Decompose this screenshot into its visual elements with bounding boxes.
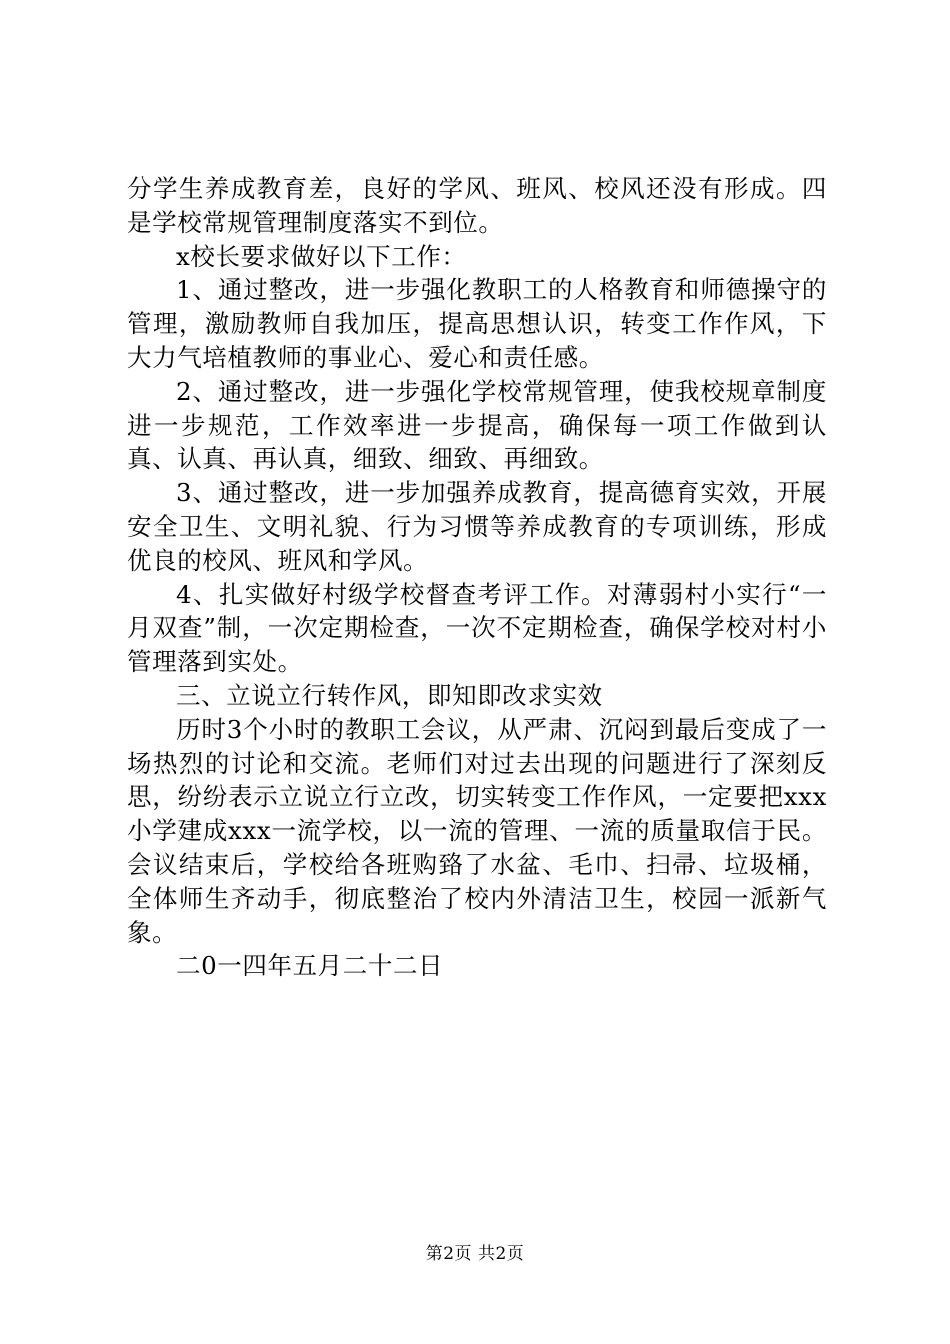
section-heading: 三、立说立行转作风，即知即改求实效: [176, 680, 603, 710]
paragraph: x校长要求做好以下工作：: [176, 241, 467, 271]
page-number: 第2页 共2页: [425, 1244, 525, 1264]
paragraph: 分学生养成教育差，良好的学风、班风、校风还没有形成。四是学校常规管理制度落实不到位。: [127, 174, 827, 237]
paragraph: 历时3个小时的教职工会议，从严肃、沉闷到最后变成了一场热烈的讨论和交流。老师们对过去出现的问题进行了深刻反思，纷纷表示立说立行立改，切实转变工作作风，一定要把xxx小学建成xxx一流学校，以一流的管理、一流的质量取信于民。会议结束后，学校给各班购臵了水盆、毛巾、扫帚、垃圾桶，全体师生齐动手，彻底整治了校内外清洁卫生，校园一派新气象。: [127, 714, 827, 947]
paragraph: 3、通过整改，进一步加强养成教育，提高德育实效，开展安全卫生、文明礼貌、行为习惯等养成教育的专项训练，形成优良的校风、班风和学风。: [127, 478, 827, 575]
paragraph: 1、通过整改，进一步强化教职工的人格教育和师德操守的管理，激励教师自我加压，提高思想认识，转变工作作风，下大力气培植教师的事业心、爱心和责任感。: [127, 275, 827, 372]
document-body: [127, 172, 827, 983]
document-date: 二0一四年五月二十二日: [176, 951, 444, 981]
paragraph: 2、通过整改，进一步强化学校常规管理，使我校规章制度进一步规范，工作效率进一步提高，确保每一项工作做到认真、认真、再认真，细致、细致、再细致。: [127, 376, 827, 474]
paragraph: 4、扎实做好村级学校督查考评工作。对薄弱村小实行“一月双查”制，一次定期检查，一次不定期检查，确保学校对村小管理落到实处。: [127, 579, 827, 677]
